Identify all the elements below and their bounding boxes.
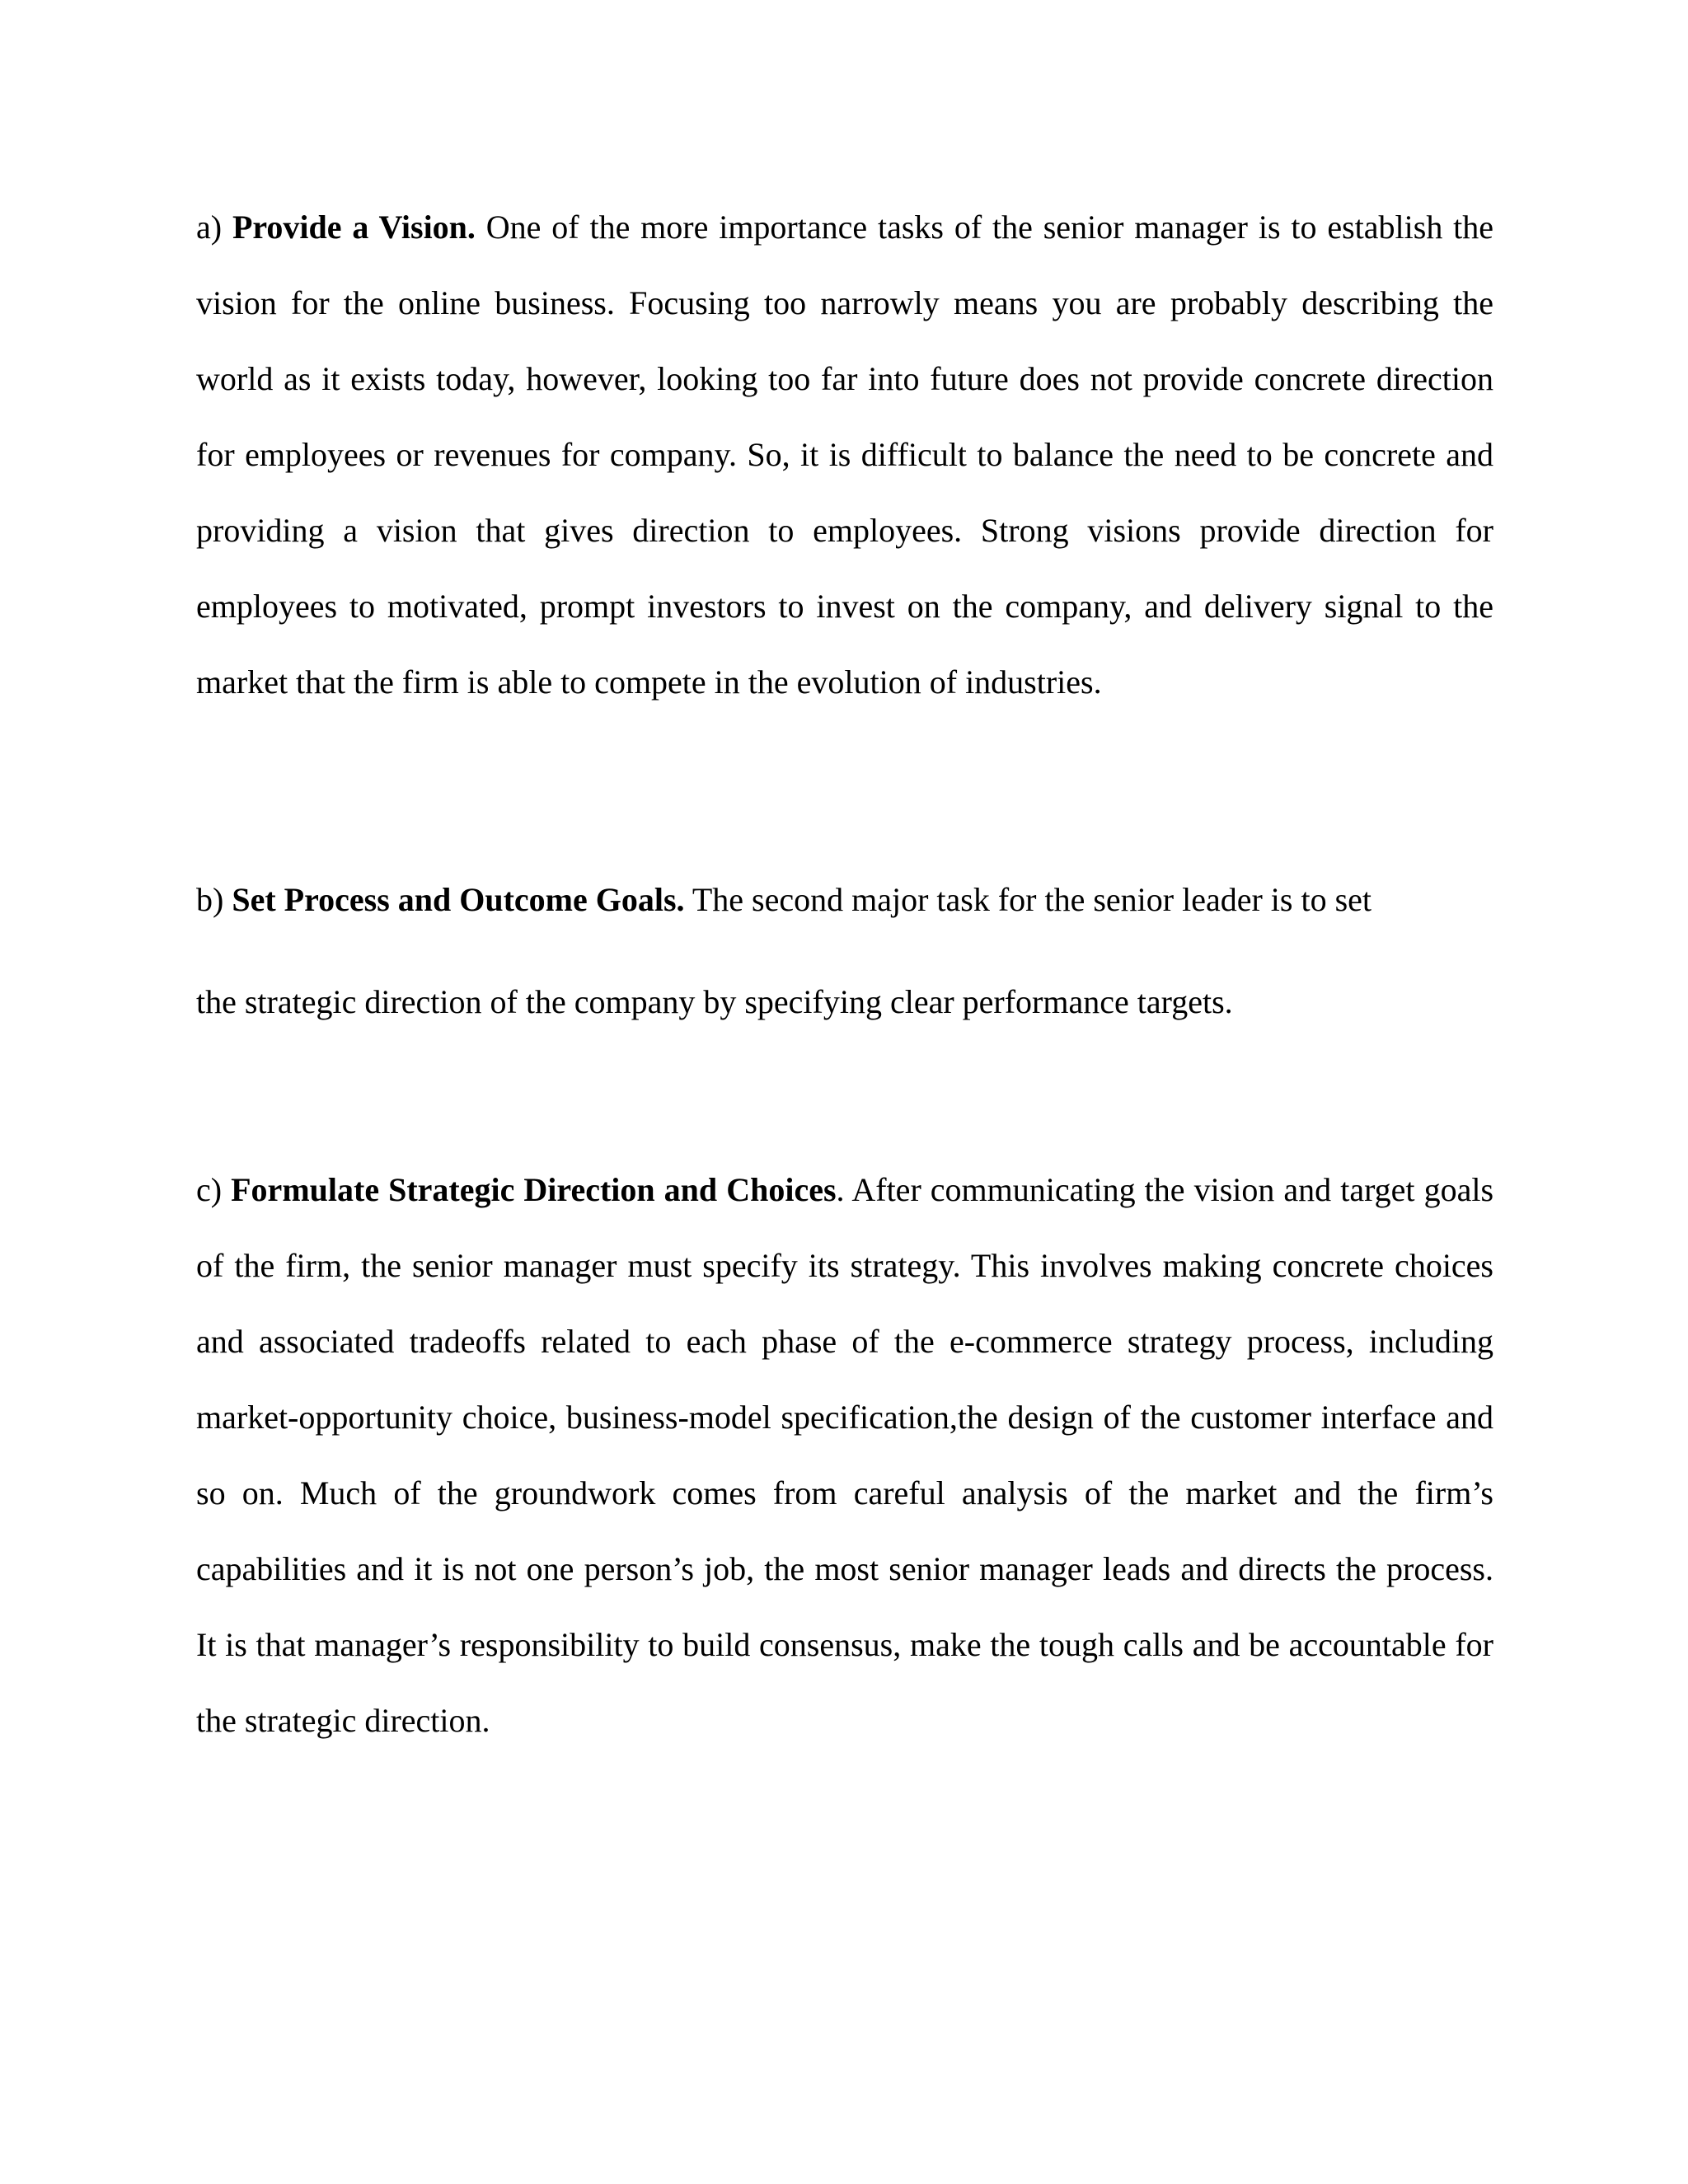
section-marker: c) [196, 1171, 223, 1208]
section-marker: a) [196, 209, 223, 246]
section-heading: Formulate Strategic Direction and Choices [231, 1171, 837, 1208]
section-line [196, 849, 1493, 951]
section-body-continued: the strategic direction of the company by specifying clear performance targets. [196, 983, 1233, 1020]
section-body: One of the more importance tasks of the senior manager is to establish the vision for the online business. Focusing too narrowly means you are probably describing the world as it exists today, however, looking too far into future does not provide concrete direction for employees or revenues for company. So, it is difficult to balance the need to be concrete and providing a vision that gives direction to employees. Strong visions provide direction for employees to motivated, prompt investors to invest on the company, and delivery signal to the market that the firm is able to compete in the evolution of industries. [196, 209, 1494, 701]
section-strategic-direction [196, 1152, 1493, 1759]
section-process-goals [196, 849, 1493, 1053]
section-marker: b) [196, 881, 224, 918]
section-heading: Set Process and Outcome Goals. [232, 881, 685, 918]
section-heading: Provide a Vision. [232, 209, 476, 246]
section-provide-vision [196, 190, 1493, 720]
section-body: . After communicating the vision and target goals of the firm, the senior manager must specify its strategy. This involves making concrete choices and associated tradeoffs related to each phase of the e-commerce strategy process, including market-opportunity choice, business-model specification,the design of the customer interface and so on. Much of the groundwork comes from careful analysis of the market and the firm’s capabilities and it is not one person’s job, the most senior manager leads and directs the process. It is that manager’s responsibility to build consensus, make the tough calls and be accountable for the strategic direction. [196, 1171, 1494, 1739]
section-body: The second major task for the senior leader is to set [692, 881, 1372, 918]
